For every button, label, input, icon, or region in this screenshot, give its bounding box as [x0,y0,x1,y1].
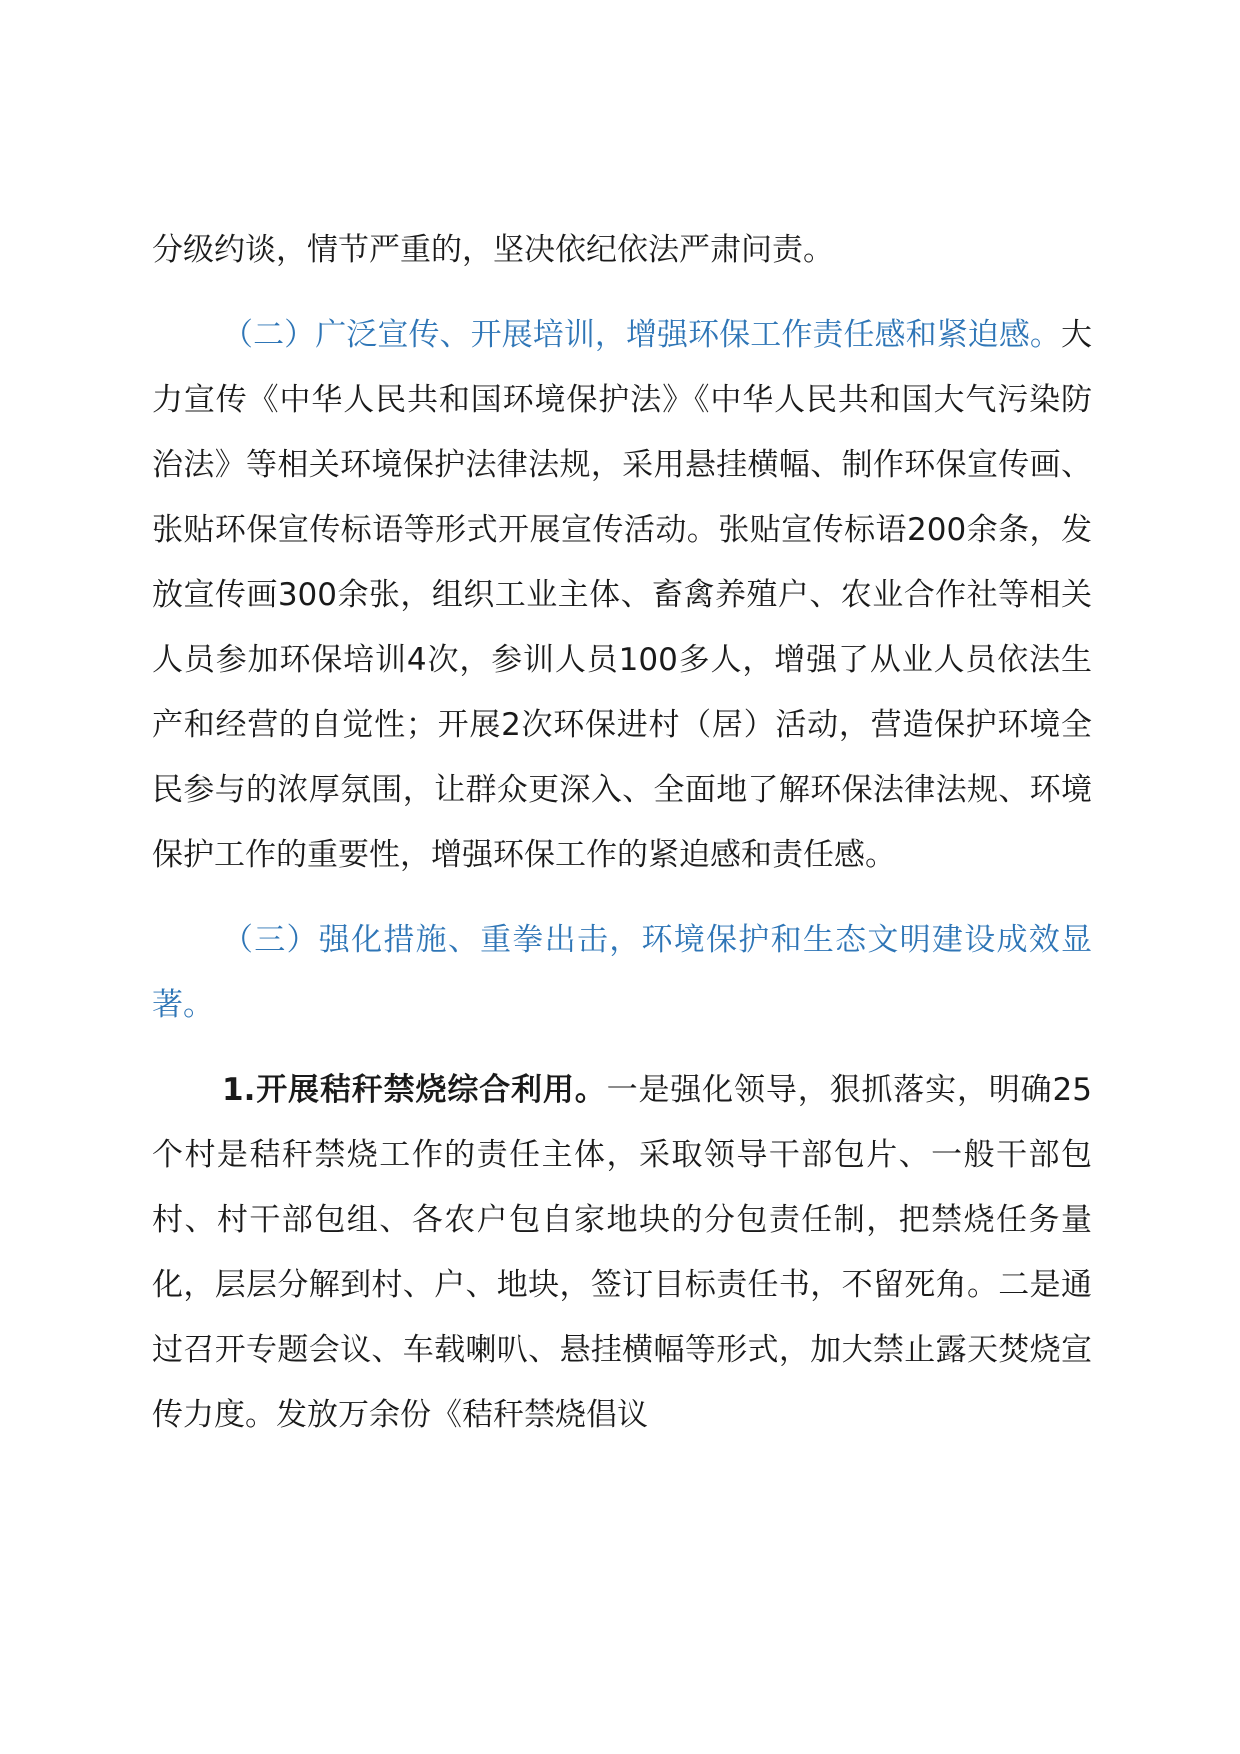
item-1-body: 一是强化领导，狠抓落实，明确25个村是秸秆禁烧工作的责任主体，采取领导干部包片、一般干部包村、村干部包组、各农户包自家地块的分包责任制，把禁烧任务量化，层层分解到村、户、地块，签订目标责任书，不留死角。二是通过召开专题会议、车载喇叭、悬挂横幅等形式，加大禁止露天焚烧宣传力度。发放万余份《秸秆禁烧倡议 [152,1072,1092,1433]
document-page [152,218,1092,1448]
section-2-heading: （二）广泛宣传、开展培训，增强环保工作责任感和紧迫感。 [222,317,1061,353]
item-1-title: 1.开展秸秆禁烧综合利用。 [222,1072,607,1108]
paragraph-continuation: 分级约谈，情节严重的，坚决依纪依法严肃问责。 [152,232,834,268]
section-2-paragraph [152,303,1092,888]
section-3-paragraph [152,908,1092,1038]
item-1-paragraph [152,1058,1092,1448]
section-2-body: 大力宣传《中华人民共和国环境保护法》《中华人民共和国大气污染防治法》等相关环境保护法律法规，采用悬挂横幅、制作环保宣传画、张贴环保宣传标语等形式开展宣传活动。张贴宣传标语200余条，发放宣传画300余张，组织工业主体、畜禽养殖户、农业合作社等相关人员参加环保培训4次，参训人员100多人，增强了从业人员依法生产和经营的自觉性；开展2次环保进村（居）活动，营造保护环境全民参与的浓厚氛围，让群众更深入、全面地了解环保法律法规、环境保护工作的重要性，增强环保工作的紧迫感和责任感。 [152,317,1092,873]
section-3-heading: （三）强化措施、重拳出击，环境保护和生态文明建设成效显著。 [152,922,1092,1023]
